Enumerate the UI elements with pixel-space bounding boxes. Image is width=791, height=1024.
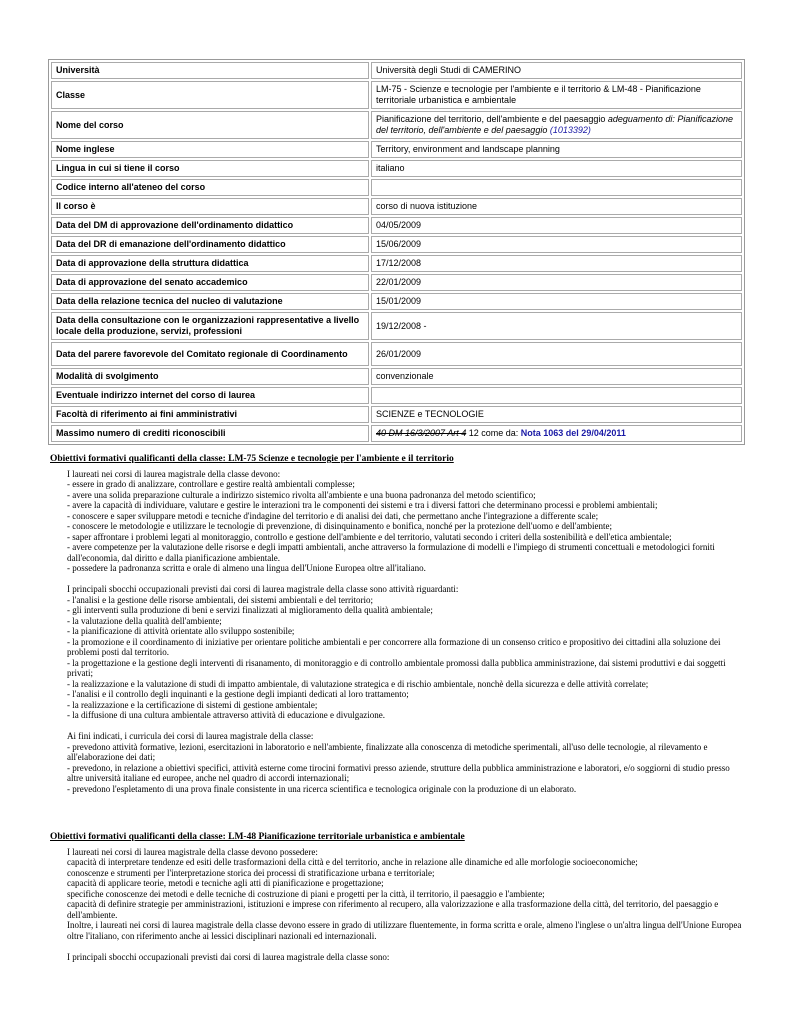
course-name-text: Pianificazione del territorio, dell'ambiente e del paesaggio bbox=[376, 114, 606, 124]
info-value: convenzionale bbox=[371, 368, 742, 385]
text-line: - l'analisi e il controllo degli inquinanti e la gestione degli impianti dedicati al loro trattamento; bbox=[67, 689, 409, 699]
info-value: corso di nuova istituzione bbox=[371, 198, 742, 215]
text-line: - prevedono l'espletamento di una prova finale consistente in una ricerca scientifica e tecnologica originale con la produzione di un elaborato. bbox=[67, 783, 577, 794]
text-line: capacità di definire strategie per amministrazioni, istituzioni e imprese con riferimento al recupero, alla valorizzazione e alla trasformazione della città, del territorio, del paesaggio e dell'ambiente. bbox=[67, 899, 719, 920]
section-lm48-title: Obiettivi formativi qualificanti della classe: LM-48 Pianificazione territoriale urbanistica e ambientale bbox=[50, 832, 465, 842]
info-value: 19/12/2008 - bbox=[371, 312, 742, 340]
course-info-table bbox=[48, 59, 745, 445]
text-line: - la promozione e il coordinamento di iniziative per orientare politiche ambientali e per concorrere alla formazione di un consenso critico e propositivo dei cittadini alla soluzione dei problemi posti dal territorio. bbox=[67, 636, 721, 657]
superseded-credits: 40 DM 16/3/2007 Art 4 bbox=[376, 428, 467, 438]
section-lm48 bbox=[50, 832, 745, 962]
info-value: LM-75 - Scienze e tecnologie per l'ambiente e il territorio & LM-48 - Pianificazione territoriale urbanistica e ambientale bbox=[371, 81, 742, 109]
info-label: Modalità di svolgimento bbox=[51, 368, 369, 385]
info-value: 22/01/2009 bbox=[371, 274, 742, 291]
text-line: - la progettazione e la gestione degli interventi di risanamento, di monitoraggio e di controllo ambientale promossi dalla pubblica amministrazione, dai sistemi produttivi e dai soggetti privati; bbox=[67, 657, 726, 678]
nota-link[interactable]: Nota 1063 del 29/04/2011 bbox=[520, 428, 626, 438]
text-line: - l'analisi e la gestione delle risorse ambientali, dei sistemi ambientali e del territorio; bbox=[67, 594, 374, 605]
info-row bbox=[51, 255, 742, 272]
info-row bbox=[51, 217, 742, 234]
info-label: Massimo numero di crediti riconoscibili bbox=[51, 425, 369, 442]
info-value: italiano bbox=[371, 160, 742, 177]
text-line: capacità di interpretare tendenze ed esiti delle trasformazioni della città e del territorio, anche in relazione alle dinamiche ed alle morfologie socioeconomiche; bbox=[67, 857, 638, 867]
info-row bbox=[51, 236, 742, 253]
info-row bbox=[51, 342, 742, 366]
info-row bbox=[51, 111, 742, 139]
section-lm48-paragraph-1 bbox=[67, 847, 745, 942]
section-lm48-paragraph-2 bbox=[67, 952, 745, 963]
section-lm75-paragraph-2 bbox=[67, 584, 745, 721]
text-line: - prevedono attività formative, lezioni, esercitazioni in laboratorio e nell'ambiente, finalizzate alla conoscenza di metodiche sperimentali, all'uso delle tecnologie, al rilevamento e all'elaborazione dei dati; bbox=[67, 741, 708, 762]
text-line: - la realizzazione e la certificazione di sistemi di gestione ambientale; bbox=[67, 699, 318, 710]
text-line: I principali sbocchi occupazionali previsti dai corsi di laurea magistrale della classe sono attività riguardanti: bbox=[67, 584, 459, 594]
info-value bbox=[371, 387, 742, 404]
info-row bbox=[51, 406, 742, 423]
info-row bbox=[51, 81, 742, 109]
text-line: specifiche conoscenze dei metodi e delle tecniche di costruzione di piani e progetti per la città, il territorio, il paesaggio e l'ambiente; bbox=[67, 888, 545, 899]
text-line: - la valutazione della qualità dell'ambiente; bbox=[67, 615, 222, 626]
info-label: Data di approvazione della struttura didattica bbox=[51, 255, 369, 272]
text-line: I laureati nei corsi di laurea magistrale della classe devono: bbox=[67, 468, 281, 479]
section-lm48-body bbox=[67, 847, 745, 963]
info-row bbox=[51, 293, 742, 310]
section-lm75-paragraph-1 bbox=[67, 469, 745, 574]
info-value: 04/05/2009 bbox=[371, 217, 742, 234]
text-line: - conoscere le metodologie e utilizzare le tecnologie di prevenzione, di disinquinamento e bonifica, nonché per la protezione dell'uomo e dell'ambiente; bbox=[67, 521, 613, 531]
info-row bbox=[51, 160, 742, 177]
info-value: Territory, environment and landscape planning bbox=[371, 141, 742, 158]
info-row bbox=[51, 368, 742, 385]
text-line: - conoscere e saper sviluppare metodi e tecniche d'indagine del territorio e di analisi dei dati, che permettano anche l'integrazione a differente scale; bbox=[67, 510, 599, 521]
info-value bbox=[371, 425, 742, 442]
text-line: I laureati nei corsi di laurea magistrale della classe devono possedere: bbox=[67, 846, 318, 857]
text-line: - la realizzazione e la valutazione di studi di impatto ambientale, di valutazione strategica e di rischio ambientale, nonchè della sicurezza e delle attività correlate; bbox=[67, 678, 649, 689]
info-label: Nome inglese bbox=[51, 141, 369, 158]
info-label: Università bbox=[51, 62, 369, 79]
info-row bbox=[51, 179, 742, 196]
section-lm75-body bbox=[67, 469, 745, 795]
info-label: Classe bbox=[51, 81, 369, 109]
info-value: 26/01/2009 bbox=[371, 342, 742, 366]
info-value: 15/06/2009 bbox=[371, 236, 742, 253]
info-row bbox=[51, 387, 742, 404]
text-line: - la diffusione di una cultura ambientale attraverso attività di educazione e divulgazione. bbox=[67, 710, 385, 720]
info-value: Università degli Studi di CAMERINO bbox=[371, 62, 742, 79]
info-value bbox=[371, 179, 742, 196]
section-lm75-paragraph-3 bbox=[67, 731, 745, 794]
info-label: Lingua in cui si tiene il corso bbox=[51, 160, 369, 177]
info-row bbox=[51, 141, 742, 158]
info-label: Data del DM di approvazione dell'ordinamento didattico bbox=[51, 217, 369, 234]
text-line: - possedere la padronanza scritta e orale di almeno una lingua dell'Unione Europea oltre all'italiano. bbox=[67, 563, 426, 573]
text-line: - avere la capacità di individuare, valutare e gestire le interazioni tra le componenti dei sistemi e tra i diversi fattori che determinano processi e problemi ambientali; bbox=[67, 500, 658, 510]
info-label: Codice interno all'ateneo del corso bbox=[51, 179, 369, 196]
text-line: - avere competenze per la valutazione delle risorse e degli impatti ambientali, anche attraverso la formulazione di modelli e l'impiego di strumenti concettuali e metodologici forniti dall'economia, dal diritto e dalla pianificazione ambientale. bbox=[67, 542, 715, 563]
text-line: - avere una solida preparazione culturale a indirizzo sistemico rivolta all'ambiente e una buona padronanza del metodo scientifico; bbox=[67, 489, 536, 500]
info-label: Facoltà di riferimento ai fini amministrativi bbox=[51, 406, 369, 423]
text-line: capacità di applicare teorie, metodi e tecniche agli atti di pianificazione e progettazione; bbox=[67, 878, 384, 888]
section-lm75 bbox=[50, 454, 745, 794]
course-code-link[interactable]: (1013392) bbox=[549, 125, 591, 135]
text-line: Inoltre, i laureati nei corsi di laurea magistrale della classe devono essere in grado di utilizzare fluentemente, in forma scritta e orale, almeno l'inglese o un'altra lingua dell'Unione Europea oltre l'italiano, con riferimento anche ai lessici disciplinari nazionali ed internazionali. bbox=[67, 920, 742, 941]
info-row bbox=[51, 425, 742, 442]
section-lm75-title: Obiettivi formativi qualificanti della classe: LM-75 Scienze e tecnologie per l'ambiente e il territorio bbox=[50, 454, 454, 464]
info-label: Eventuale indirizzo internet del corso di laurea bbox=[51, 387, 369, 404]
text-line: conoscenze e strumenti per l'interpretazione storica dei processi di stratificazione urbana e territoriale; bbox=[67, 867, 435, 878]
text-line: - essere in grado di analizzare, controllare e gestire realtà ambientali complesse; bbox=[67, 479, 355, 489]
info-value: 15/01/2009 bbox=[371, 293, 742, 310]
info-value bbox=[371, 111, 742, 139]
info-label: Data del DR di emanazione dell'ordinamento didattico bbox=[51, 236, 369, 253]
course-adaptation-note: adeguamento di: Pianificazione del territorio, dell'ambiente e del paesaggio bbox=[376, 114, 733, 135]
info-label: Nome del corso bbox=[51, 111, 369, 139]
info-row bbox=[51, 274, 742, 291]
info-row bbox=[51, 312, 742, 340]
info-row bbox=[51, 198, 742, 215]
info-value: 17/12/2008 bbox=[371, 255, 742, 272]
text-line: Ai fini indicati, i curricula dei corsi di laurea magistrale della classe: bbox=[67, 731, 314, 741]
info-label: Data del parere favorevole del Comitato regionale di Coordinamento bbox=[51, 342, 369, 366]
text-line: I principali sbocchi occupazionali previsti dai corsi di laurea magistrale della classe sono: bbox=[67, 951, 390, 962]
info-label: Data della consultazione con le organizzazioni rappresentative a livello locale della produzione, servizi, professioni bbox=[51, 312, 369, 340]
info-label: Il corso è bbox=[51, 198, 369, 215]
credits-text: 12 come da: bbox=[466, 428, 521, 438]
info-value: SCIENZE e TECNOLOGIE bbox=[371, 406, 742, 423]
info-row bbox=[51, 62, 742, 79]
info-label: Data della relazione tecnica del nucleo di valutazione bbox=[51, 293, 369, 310]
text-line: - la pianificazione di attività orientate allo sviluppo sostenibile; bbox=[67, 626, 295, 636]
text-line: - prevedono, in relazione a obiettivi specifici, attività esterne come tirocini formativi presso aziende, strutture della pubblica amministrazione e laboratori, e/o soggiorni di studio presso altre università italiane ed europee, anche nel quadro di accordi internazionali; bbox=[67, 762, 730, 783]
text-line: - saper affrontare i problemi legati al monitoraggio, controllo e gestione dell'ambiente e del territorio, valutati secondo i criteri della sostenibilità e dell'etica ambientale; bbox=[67, 531, 672, 542]
text-line: - gli interventi sulla produzione di beni e servizi finalizzati al miglioramento della qualità ambientale; bbox=[67, 605, 433, 615]
info-label: Data di approvazione del senato accademico bbox=[51, 274, 369, 291]
